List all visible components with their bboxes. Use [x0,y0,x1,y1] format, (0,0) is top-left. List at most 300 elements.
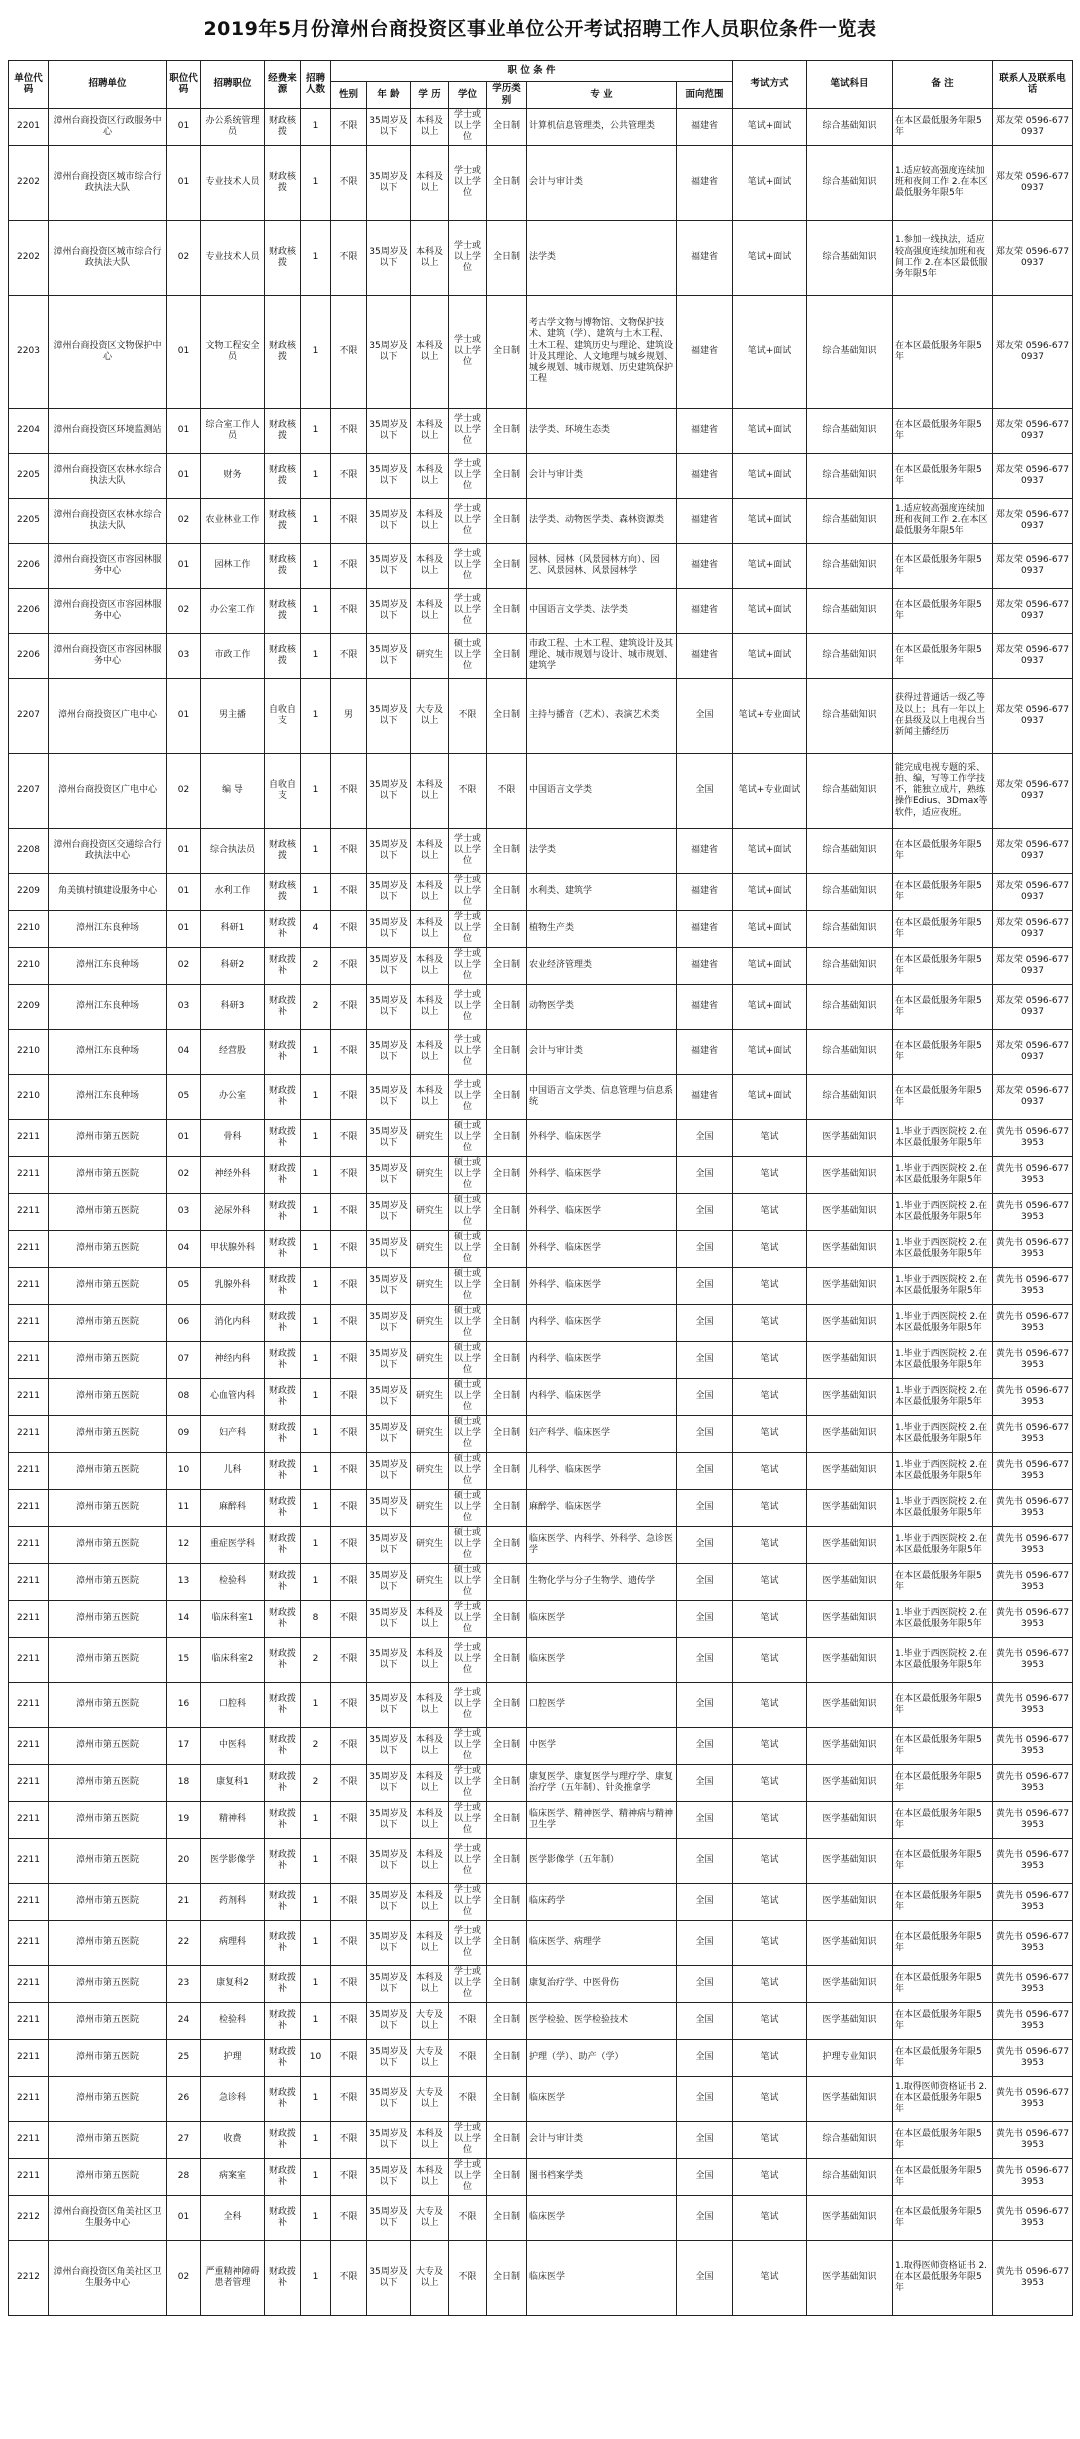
note-cell: 在本区最低服务年限5年 [893,1727,993,1764]
unit-cell: 漳州市第五医院 [49,1682,167,1727]
degree-cell: 学士或以上学位 [449,984,487,1029]
count-cell: 1 [301,295,331,408]
contact-cell: 黄先书 0596-6773953 [993,1119,1073,1156]
age-cell: 35周岁及以下 [367,1637,411,1682]
contact-cell: 黄先书 0596-6773953 [993,2158,1073,2195]
fund-cell: 财政拨补 [265,1838,301,1883]
table-row [9,1600,1073,1637]
note-cell: 在本区最低服务年限5年 [893,453,993,498]
age-cell: 35周岁及以下 [367,828,411,873]
position-name-cell: 临床科室1 [201,1600,265,1637]
degree-cell: 不限 [449,2076,487,2121]
gender-cell: 不限 [331,295,367,408]
age-cell: 35周岁及以下 [367,2195,411,2240]
age-cell: 35周岁及以下 [367,910,411,947]
unit-cell: 漳州市第五医院 [49,1801,167,1838]
fund-cell: 自收自支 [265,753,301,828]
education-cell: 本科及以上 [411,453,449,498]
table-row [9,1838,1073,1883]
exam-cell: 笔试 [733,2121,807,2158]
major-cell: 法学类 [527,828,677,873]
note-cell: 1.毕业于西医院校 2.在本区最低服务年限5年 [893,1193,993,1230]
education-cell: 大专及以上 [411,2240,449,2315]
gender-cell: 不限 [331,1029,367,1074]
count-cell: 1 [301,2158,331,2195]
contact-cell: 郑友荣 0596-6770937 [993,633,1073,678]
education-type-cell: 全日制 [487,1489,527,1526]
major-cell: 外科学、临床医学 [527,1156,677,1193]
gender-cell: 不限 [331,1965,367,2002]
table-row [9,2039,1073,2076]
unit-cell: 漳州江东良种场 [49,947,167,984]
contact-cell: 郑友荣 0596-6770937 [993,947,1073,984]
major-cell: 外科学、临床医学 [527,1193,677,1230]
fund-cell: 财政拨补 [265,2039,301,2076]
subject-cell: 综合基础知识 [807,873,893,910]
major-cell: 儿科学、临床医学 [527,1452,677,1489]
unit-code-cell: 2211 [9,2076,49,2121]
degree-cell: 学士或以上学位 [449,1074,487,1119]
fund-cell: 财政拨补 [265,1526,301,1563]
age-cell: 35周岁及以下 [367,1156,411,1193]
position-code-cell: 20 [167,1838,201,1883]
subject-cell: 综合基础知识 [807,108,893,145]
unit-code-cell: 2211 [9,1341,49,1378]
unit-cell: 漳州市第五医院 [49,1156,167,1193]
position-code-cell: 26 [167,2076,201,2121]
gender-cell: 不限 [331,220,367,295]
position-code-cell: 02 [167,498,201,543]
position-name-cell: 重症医学科 [201,1526,265,1563]
fund-cell: 财政拨补 [265,1727,301,1764]
position-code-cell: 01 [167,828,201,873]
position-name-cell: 综合执法员 [201,828,265,873]
contact-cell: 郑友荣 0596-6770937 [993,1074,1073,1119]
education-type-cell: 全日制 [487,1838,527,1883]
contact-cell: 郑友荣 0596-6770937 [993,828,1073,873]
education-type-cell: 全日制 [487,1119,527,1156]
unit-cell: 漳州江东良种场 [49,984,167,1029]
age-cell: 35周岁及以下 [367,220,411,295]
unit-code-cell: 2206 [9,633,49,678]
exam-cell: 笔试 [733,1920,807,1965]
position-code-cell: 06 [167,1304,201,1341]
exam-cell: 笔试 [733,1637,807,1682]
degree-cell: 学士或以上学位 [449,1727,487,1764]
education-type-cell: 全日制 [487,2195,527,2240]
subject-cell: 医学基础知识 [807,1563,893,1600]
position-code-cell: 25 [167,2039,201,2076]
age-cell: 35周岁及以下 [367,678,411,753]
fund-cell: 财政拨补 [265,1600,301,1637]
education-type-cell: 不限 [487,753,527,828]
table-row [9,753,1073,828]
fund-cell: 财政拨补 [265,1267,301,1304]
age-cell: 35周岁及以下 [367,2076,411,2121]
major-cell: 外科学、临床医学 [527,1267,677,1304]
major-cell: 临床医学 [527,2240,677,2315]
gender-cell: 不限 [331,145,367,220]
scope-cell: 全国 [677,1341,733,1378]
scope-cell: 全国 [677,1965,733,2002]
count-cell: 1 [301,2121,331,2158]
exam-cell: 笔试+面试 [733,947,807,984]
position-code-cell: 02 [167,753,201,828]
gender-cell: 不限 [331,108,367,145]
subject-cell: 医学基础知识 [807,1193,893,1230]
table-row [9,1637,1073,1682]
subject-cell: 综合基础知识 [807,633,893,678]
education-cell: 本科及以上 [411,1764,449,1801]
major-cell: 康复治疗学、中医骨伤 [527,1965,677,2002]
scope-cell: 全国 [677,1920,733,1965]
exam-cell: 笔试 [733,1883,807,1920]
table-row [9,1029,1073,1074]
scope-cell: 全国 [677,2240,733,2315]
exam-cell: 笔试+面试 [733,108,807,145]
unit-code-cell: 2211 [9,2121,49,2158]
age-cell: 35周岁及以下 [367,1883,411,1920]
degree-cell: 学士或以上学位 [449,2121,487,2158]
unit-code-cell: 2211 [9,1965,49,2002]
subject-cell: 医学基础知识 [807,1600,893,1637]
position-code-cell: 28 [167,2158,201,2195]
degree-cell: 不限 [449,2002,487,2039]
position-code-cell: 18 [167,1764,201,1801]
contact-cell: 黄先书 0596-6773953 [993,1764,1073,1801]
exam-cell: 笔试+面试 [733,588,807,633]
note-cell: 在本区最低服务年限5年 [893,1965,993,2002]
count-cell: 2 [301,1637,331,1682]
fund-cell: 财政拨补 [265,1637,301,1682]
education-cell: 本科及以上 [411,753,449,828]
major-cell: 内科学、临床医学 [527,1304,677,1341]
degree-cell: 学士或以上学位 [449,1965,487,2002]
contact-cell: 黄先书 0596-6773953 [993,1883,1073,1920]
note-cell: 在本区最低服务年限5年 [893,1920,993,1965]
contact-cell: 黄先书 0596-6773953 [993,1838,1073,1883]
fund-cell: 财政拨补 [265,2121,301,2158]
count-cell: 1 [301,633,331,678]
unit-code-cell: 2205 [9,498,49,543]
table-row [9,1193,1073,1230]
scope-cell: 全国 [677,1378,733,1415]
table-row [9,678,1073,753]
note-cell: 在本区最低服务年限5年 [893,1682,993,1727]
education-type-cell: 全日制 [487,947,527,984]
exam-cell: 笔试+面试 [733,543,807,588]
unit-code-cell: 2209 [9,984,49,1029]
position-code-cell: 07 [167,1341,201,1378]
fund-cell: 财政核拨 [265,873,301,910]
fund-cell: 财政拨补 [265,947,301,984]
education-cell: 本科及以上 [411,108,449,145]
position-code-cell: 09 [167,1415,201,1452]
major-cell: 妇产科学、临床医学 [527,1415,677,1452]
unit-code-cell: 2210 [9,1074,49,1119]
count-cell: 1 [301,1341,331,1378]
major-cell: 植物生产类 [527,910,677,947]
position-name-cell: 农业林业工作 [201,498,265,543]
position-name-cell: 水利工作 [201,873,265,910]
table-row [9,984,1073,1029]
note-cell: 在本区最低服务年限5年 [893,408,993,453]
position-name-cell: 检验科 [201,2002,265,2039]
header-gender: 性别 [331,82,367,109]
major-cell: 法学类、动物医学类、森林资源类 [527,498,677,543]
major-cell: 计算机信息管理类，公共管理类 [527,108,677,145]
count-cell: 1 [301,145,331,220]
unit-code-cell: 2207 [9,753,49,828]
exam-cell: 笔试 [733,1801,807,1838]
exam-cell: 笔试 [733,1119,807,1156]
education-cell: 本科及以上 [411,1074,449,1119]
position-name-cell: 口腔科 [201,1682,265,1727]
note-cell: 1.毕业于西医院校 2.在本区最低服务年限5年 [893,1119,993,1156]
position-name-cell: 神经内科 [201,1341,265,1378]
unit-cell: 漳州台商投资区角美社区卫生服务中心 [49,2240,167,2315]
scope-cell: 福建省 [677,145,733,220]
gender-cell: 不限 [331,1074,367,1119]
subject-cell: 医学基础知识 [807,1378,893,1415]
table-row [9,1563,1073,1600]
subject-cell: 医学基础知识 [807,1452,893,1489]
education-type-cell: 全日制 [487,1074,527,1119]
unit-cell: 漳州市第五医院 [49,1838,167,1883]
note-cell: 1.毕业于西医院校 2.在本区最低服务年限5年 [893,1341,993,1378]
education-cell: 本科及以上 [411,1029,449,1074]
count-cell: 1 [301,828,331,873]
education-cell: 研究生 [411,1156,449,1193]
contact-cell: 黄先书 0596-6773953 [993,1230,1073,1267]
fund-cell: 财政拨补 [265,1304,301,1341]
age-cell: 35周岁及以下 [367,1341,411,1378]
position-code-cell: 02 [167,2240,201,2315]
unit-cell: 漳州台商投资区城市综合行政执法大队 [49,220,167,295]
education-type-cell: 全日制 [487,873,527,910]
table-row [9,1156,1073,1193]
fund-cell: 财政核拨 [265,408,301,453]
note-cell: 在本区最低服务年限5年 [893,1883,993,1920]
gender-cell: 不限 [331,2121,367,2158]
gender-cell: 不限 [331,1637,367,1682]
gender-cell: 不限 [331,1920,367,1965]
note-cell: 1.取得医师资格证书 2.在本区最低服务年限5年 [893,2076,993,2121]
scope-cell: 全国 [677,1489,733,1526]
note-cell: 在本区最低服务年限5年 [893,588,993,633]
contact-cell: 黄先书 0596-6773953 [993,1637,1073,1682]
note-cell: 在本区最低服务年限5年 [893,1764,993,1801]
scope-cell: 全国 [677,1727,733,1764]
exam-cell: 笔试+面试 [733,295,807,408]
unit-cell: 漳州台商投资区城市综合行政执法大队 [49,145,167,220]
contact-cell: 郑友荣 0596-6770937 [993,145,1073,220]
major-cell: 内科学、临床医学 [527,1378,677,1415]
table-row [9,2195,1073,2240]
scope-cell: 全国 [677,2121,733,2158]
scope-cell: 全国 [677,1452,733,1489]
unit-cell: 漳州台商投资区农林水综合执法大队 [49,453,167,498]
fund-cell: 财政拨补 [265,1920,301,1965]
unit-code-cell: 2211 [9,1801,49,1838]
note-cell: 1.取得医师资格证书 2.在本区最低服务年限5年 [893,2240,993,2315]
fund-cell: 财政拨补 [265,910,301,947]
contact-cell: 黄先书 0596-6773953 [993,2002,1073,2039]
subject-cell: 医学基础知识 [807,1489,893,1526]
unit-code-cell: 2211 [9,1883,49,1920]
contact-cell: 黄先书 0596-6773953 [993,1193,1073,1230]
fund-cell: 财政拨补 [265,1029,301,1074]
exam-cell: 笔试+面试 [733,1029,807,1074]
count-cell: 2 [301,984,331,1029]
scope-cell: 全国 [677,1193,733,1230]
note-cell: 1.毕业于西医院校 2.在本区最低服务年限5年 [893,1415,993,1452]
exam-cell: 笔试+面试 [733,873,807,910]
major-cell: 考古学文物与博物馆、文物保护技术、建筑（学）、建筑与土木工程、土木工程、建筑历史与理论、建筑设计及其理论、人文地理与城乡规划、城乡规划、城市规划、历史建筑保护工程 [527,295,677,408]
exam-cell: 笔试 [733,1193,807,1230]
major-cell: 主持与播音（艺术）、表演艺术类 [527,678,677,753]
header-exam: 考试方式 [733,61,807,109]
note-cell: 在本区最低服务年限5年 [893,828,993,873]
position-code-cell: 02 [167,220,201,295]
header-major: 专 业 [527,82,677,109]
major-cell: 内科学、临床医学 [527,1341,677,1378]
table-row [9,1304,1073,1341]
unit-code-cell: 2211 [9,1156,49,1193]
position-code-cell: 11 [167,1489,201,1526]
education-cell: 本科及以上 [411,498,449,543]
position-code-cell: 01 [167,145,201,220]
table-row [9,408,1073,453]
education-cell: 本科及以上 [411,295,449,408]
age-cell: 35周岁及以下 [367,1801,411,1838]
count-cell: 1 [301,498,331,543]
unit-code-cell: 2211 [9,1600,49,1637]
degree-cell: 学士或以上学位 [449,1682,487,1727]
table-row [9,1452,1073,1489]
degree-cell: 学士或以上学位 [449,1920,487,1965]
position-code-cell: 08 [167,1378,201,1415]
age-cell: 35周岁及以下 [367,1489,411,1526]
education-cell: 本科及以上 [411,1637,449,1682]
fund-cell: 财政核拨 [265,828,301,873]
degree-cell: 学士或以上学位 [449,947,487,984]
subject-cell: 医学基础知识 [807,1965,893,2002]
table-row [9,873,1073,910]
fund-cell: 财政拨补 [265,1193,301,1230]
gender-cell: 不限 [331,2002,367,2039]
position-name-cell: 急诊科 [201,2076,265,2121]
position-code-cell: 14 [167,1600,201,1637]
scope-cell: 福建省 [677,984,733,1029]
gender-cell: 不限 [331,588,367,633]
degree-cell: 硕士或以上学位 [449,1378,487,1415]
degree-cell: 学士或以上学位 [449,1883,487,1920]
contact-cell: 黄先书 0596-6773953 [993,1563,1073,1600]
education-type-cell: 全日制 [487,1267,527,1304]
subject-cell: 医学基础知识 [807,2002,893,2039]
major-cell: 法学类、环境生态类 [527,408,677,453]
unit-cell: 漳州台商投资区行政服务中心 [49,108,167,145]
fund-cell: 财政拨补 [265,1883,301,1920]
position-name-cell: 办公室 [201,1074,265,1119]
position-code-cell: 04 [167,1230,201,1267]
degree-cell: 不限 [449,2039,487,2076]
table-row [9,1764,1073,1801]
degree-cell: 学士或以上学位 [449,873,487,910]
unit-cell: 漳州江东良种场 [49,1029,167,1074]
gender-cell: 不限 [331,2195,367,2240]
table-row [9,1526,1073,1563]
education-cell: 本科及以上 [411,1600,449,1637]
exam-cell: 笔试+面试 [733,453,807,498]
age-cell: 35周岁及以下 [367,1230,411,1267]
table-row [9,1119,1073,1156]
fund-cell: 财政拨补 [265,1801,301,1838]
unit-code-cell: 2211 [9,1415,49,1452]
education-cell: 本科及以上 [411,145,449,220]
position-table [8,60,1073,2316]
contact-cell: 黄先书 0596-6773953 [993,2076,1073,2121]
note-cell: 1.毕业于西医院校 2.在本区最低服务年限5年 [893,1526,993,1563]
position-name-cell: 消化内科 [201,1304,265,1341]
age-cell: 35周岁及以下 [367,145,411,220]
position-code-cell: 24 [167,2002,201,2039]
contact-cell: 郑友荣 0596-6770937 [993,108,1073,145]
position-code-cell: 13 [167,1563,201,1600]
position-code-cell: 27 [167,2121,201,2158]
scope-cell: 福建省 [677,873,733,910]
unit-cell: 漳州市第五医院 [49,1304,167,1341]
position-name-cell: 甲状腺外科 [201,1230,265,1267]
note-cell: 1.毕业于西医院校 2.在本区最低服务年限5年 [893,1452,993,1489]
degree-cell: 硕士或以上学位 [449,1156,487,1193]
position-code-cell: 23 [167,1965,201,2002]
gender-cell: 不限 [331,1341,367,1378]
position-name-cell: 药剂科 [201,1883,265,1920]
education-type-cell: 全日制 [487,1156,527,1193]
education-cell: 本科及以上 [411,1838,449,1883]
education-cell: 研究生 [411,1119,449,1156]
education-cell: 本科及以上 [411,1682,449,1727]
contact-cell: 郑友荣 0596-6770937 [993,588,1073,633]
contact-cell: 郑友荣 0596-6770937 [993,408,1073,453]
position-code-cell: 05 [167,1267,201,1304]
major-cell: 护理（学）、助产（学） [527,2039,677,2076]
table-row [9,1415,1073,1452]
education-type-cell: 全日制 [487,543,527,588]
unit-cell: 漳州市第五医院 [49,1452,167,1489]
exam-cell: 笔试 [733,1727,807,1764]
scope-cell: 全国 [677,2002,733,2039]
age-cell: 35周岁及以下 [367,2002,411,2039]
subject-cell: 医学基础知识 [807,1838,893,1883]
gender-cell: 不限 [331,408,367,453]
unit-cell: 角美镇村镇建设服务中心 [49,873,167,910]
count-cell: 1 [301,1965,331,2002]
table-row [9,2002,1073,2039]
count-cell: 1 [301,1563,331,1600]
header-unit: 招聘单位 [49,61,167,109]
table-row [9,498,1073,543]
unit-code-cell: 2204 [9,408,49,453]
subject-cell: 综合基础知识 [807,828,893,873]
degree-cell: 学士或以上学位 [449,108,487,145]
contact-cell: 黄先书 0596-6773953 [993,1920,1073,1965]
scope-cell: 全国 [677,1563,733,1600]
unit-cell: 漳州市第五医院 [49,1764,167,1801]
count-cell: 1 [301,1682,331,1727]
